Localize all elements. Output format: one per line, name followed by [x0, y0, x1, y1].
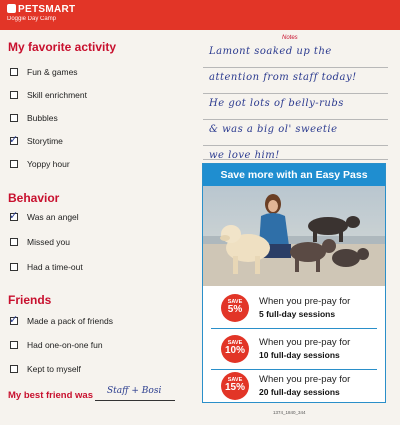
item-label: Yoppy hour	[27, 159, 70, 169]
item-label: Was an angel	[27, 212, 79, 222]
note-line	[203, 42, 388, 68]
checkbox-checked[interactable]	[9, 209, 19, 222]
note-text: Lamont soaked up the	[209, 46, 332, 57]
badge-percent: 5%	[227, 304, 243, 315]
activity-item-bubbles[interactable]	[10, 111, 58, 125]
offer-line2: 10 full-day sessions	[259, 350, 340, 360]
checkbox[interactable]	[10, 263, 18, 271]
behavior-item-missed-you[interactable]	[10, 235, 70, 249]
friends-item-one-on-one[interactable]	[10, 338, 103, 352]
item-label: Bubbles	[27, 113, 58, 123]
note-text: attention from staff today!	[209, 72, 357, 83]
brand-subtitle: Doggie Day Camp	[7, 16, 57, 22]
brand-name: PETSMART	[18, 4, 76, 15]
note-text: He got lots of belly-rubs	[209, 98, 344, 109]
checkbox-checked[interactable]	[9, 133, 19, 146]
checkbox[interactable]	[10, 160, 18, 168]
save-badge	[221, 294, 249, 322]
offer-line2: 20 full-day sessions	[259, 387, 340, 397]
dogs-beach-photo	[203, 186, 385, 286]
header-bar	[0, 0, 400, 30]
checkbox[interactable]	[10, 341, 18, 349]
checkbox[interactable]	[10, 238, 18, 246]
best-friend-label: My best friend was	[8, 390, 93, 401]
offer-line1: When you pre-pay for	[259, 296, 351, 307]
item-label: Fun & games	[27, 67, 78, 77]
promo-title: Save more with an Easy Pass	[203, 164, 385, 186]
easy-pass-promo	[202, 163, 386, 403]
note-text: & was a big ol' sweetie	[209, 124, 338, 135]
note-line	[203, 146, 388, 160]
checkbox-checked[interactable]	[9, 313, 19, 326]
save-badge	[221, 372, 249, 400]
checkmark-icon: ✓	[9, 209, 19, 222]
logo-mark-icon	[7, 4, 16, 13]
offer-line2: 5 full-day sessions	[259, 309, 336, 319]
friends-title: Friends	[8, 293, 52, 307]
note-line	[203, 120, 388, 146]
behavior-item-time-out[interactable]	[10, 260, 83, 274]
friends-item-kept-to-myself[interactable]	[10, 362, 81, 376]
note-line	[203, 94, 388, 120]
item-label: Skill enrichment	[27, 90, 87, 100]
checkmark-icon: ✓	[9, 133, 19, 146]
friends-item-pack[interactable]	[10, 314, 113, 328]
checkbox[interactable]	[10, 68, 18, 76]
petsmart-logo	[7, 4, 75, 22]
offer-divider	[211, 328, 377, 329]
form-code: 1374_1840_344	[273, 410, 306, 415]
checkbox[interactable]	[10, 114, 18, 122]
best-friend-field[interactable]	[8, 387, 175, 401]
behavior-title: Behavior	[8, 191, 60, 205]
offer-10-percent	[211, 333, 379, 365]
offer-5-percent	[211, 292, 379, 324]
item-label: Storytime	[27, 136, 63, 146]
badge-percent: 15%	[224, 382, 245, 393]
badge-save-text: SAVE	[227, 299, 243, 305]
notes-label: Notes	[282, 35, 298, 41]
activity-item-skill-enrichment[interactable]	[10, 88, 87, 102]
save-badge	[221, 335, 249, 363]
offer-15-percent	[211, 370, 379, 402]
item-label: Kept to myself	[27, 364, 81, 374]
best-friend-value: Staff + Bosi	[107, 386, 162, 396]
note-text: we love him!	[209, 150, 280, 161]
item-label: Missed you	[27, 237, 70, 247]
best-friend-line[interactable]	[95, 387, 175, 401]
checkbox[interactable]	[10, 91, 18, 99]
activity-item-yoppy-hour[interactable]	[10, 157, 70, 171]
note-line	[203, 68, 388, 94]
behavior-item-angel[interactable]	[10, 210, 79, 224]
item-label: Made a pack of friends	[27, 316, 113, 326]
activity-item-fun-games[interactable]	[10, 65, 78, 79]
checkmark-icon: ✓	[9, 313, 19, 326]
badge-percent: 10%	[224, 345, 245, 356]
badge-save-text: SAVE	[227, 377, 243, 383]
offer-line1: When you pre-pay for	[259, 337, 351, 348]
badge-save-text: SAVE	[227, 340, 243, 346]
activity-title: My favorite activity	[8, 40, 117, 54]
checkbox[interactable]	[10, 365, 18, 373]
item-label: Had one-on-one fun	[27, 340, 103, 350]
activity-item-storytime[interactable]	[10, 134, 63, 148]
offer-line1: When you pre-pay for	[259, 374, 351, 385]
item-label: Had a time-out	[27, 262, 83, 272]
